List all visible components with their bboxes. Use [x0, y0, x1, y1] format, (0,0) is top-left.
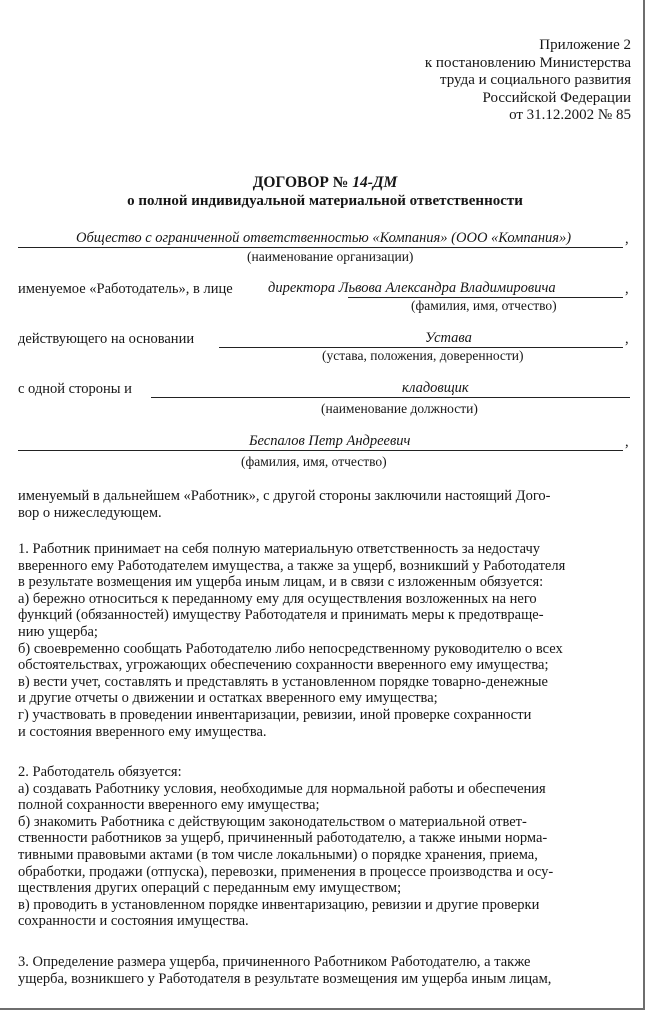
text-line: в) вести учет, составлять и представлять в установленном порядке товарно-денежные: [18, 673, 548, 690]
text-line: 3. Определение размера ущерба, причиненного Работником Работодателю, а также: [18, 954, 531, 970]
page-border-right: [643, 0, 645, 1010]
position-value: кладовщик: [402, 380, 469, 396]
position-prefix: с одной стороны и: [18, 381, 132, 397]
text-line: и другие отчеты о движении и остатках вверенного ему имущества;: [18, 690, 438, 707]
text-line: ществления других операций с переданным ему имуществом;: [18, 880, 402, 897]
organization-hint: (наименование организации): [247, 249, 414, 264]
appendix-line: к постановлению Министерства: [424, 54, 631, 71]
text-line: обработки, продажи (отпуска), перевозки, применения в процессе производства и осу-: [18, 863, 554, 880]
text-line: а) бережно относиться к переданному ему для осуществления возложенных на него: [18, 590, 537, 607]
text-line: 2. Работодатель обязуется:: [18, 764, 182, 780]
contract-title: [0, 174, 650, 192]
position-hint: (наименование должности): [321, 401, 478, 416]
text-line: вверенного ему Работодателем имущества, а также за ущерб, возникший у Работодателя: [18, 557, 566, 574]
employee-hint: (фамилия, имя, отчество): [241, 454, 387, 469]
representative-comma: ,: [625, 281, 629, 297]
text-line: полной сохранности вверенного ему имущества;: [18, 797, 320, 814]
text-line: именуемый в дальнейшем «Работник», с другой стороны заключили настоящий Дого-: [18, 488, 551, 504]
intro-paragraph: [18, 488, 630, 521]
text-line: функций (обязанностей) имуществу Работодателя и принимать меры к предотвраще-: [18, 607, 544, 624]
text-line: тивными правовыми актами (в том числе локальными) о порядке хранения, приема,: [18, 846, 538, 863]
text-line: обстоятельствах, угрожающих обеспечению сохранности вверенного ему имущества;: [18, 657, 549, 674]
basis-hint: (устава, положения, доверенности): [322, 348, 524, 363]
text-line: в) проводить в установленном порядке инвентаризацию, ревизии и другие проверки: [18, 896, 540, 913]
basis-comma: ,: [625, 331, 629, 347]
page-border-bottom: [0, 1008, 645, 1010]
organization-field: [18, 231, 632, 251]
text-line: ственности работников за ущерб, причиненный работодателю, а также иными норма-: [18, 830, 548, 847]
section-3: [18, 954, 630, 987]
text-line: сохранности и состояния имущества.: [18, 913, 249, 930]
appendix-line: от 31.12.2002 № 85: [509, 107, 631, 123]
appendix-line: труда и социального развития: [440, 72, 631, 88]
representative-value: директора Львова Александра Владимировича: [268, 280, 556, 296]
organization-value: Общество с ограниченной ответственностью «Компания» (ООО «Компания»): [76, 230, 572, 246]
text-line: б) знакомить Работника с действующим законодательством о материальной ответ-: [18, 813, 527, 830]
appendix-line: Приложение 2: [539, 37, 631, 53]
text-line: а) создавать Работнику условия, необходимые для нормальной работы и обеспечения: [18, 780, 546, 797]
text-line: нию ущерба;: [18, 623, 98, 640]
appendix-line: Российской Федерации: [482, 89, 631, 106]
basis-prefix: действующего на основании: [18, 331, 195, 347]
basis-underline: [219, 329, 623, 348]
section-2: [18, 764, 630, 930]
text-line: б) своевременно сообщать Работодателю либо непосредственному руководителю о всех: [18, 640, 563, 657]
text-line: г) участвовать в проведении инвентаризации, ревизии, иной проверке сохранности: [18, 706, 532, 723]
employee-comma: ,: [625, 434, 629, 450]
text-line: ущерба, возникшего у Работодателя в результате возмещения им ущерба иным лицам,: [18, 970, 552, 987]
employee-field: [18, 434, 632, 454]
basis-value: Устава: [425, 330, 472, 346]
position-field: [18, 381, 632, 401]
section-1: [18, 541, 630, 740]
text-line: и состояния вверенного ему имущества.: [18, 723, 267, 740]
text-line: 1. Работник принимает на себя полную материальную ответственность за недостачу: [18, 541, 541, 557]
contract-number: 14-ДМ: [352, 174, 398, 191]
representative-hint: (фамилия, имя, отчество): [411, 298, 557, 313]
organization-comma: ,: [625, 231, 629, 247]
text-line: в результате возмещения им ущерба иным лицам, и в связи с изложенным обязуется:: [18, 574, 544, 591]
employee-value: Беспалов Петр Андреевич: [249, 433, 411, 449]
contract-title-prefix: ДОГОВОР №: [252, 174, 353, 191]
contract-subtitle: о полной индивидуальной материальной ответственности: [127, 193, 523, 209]
position-underline: [151, 379, 630, 398]
appendix-header: [425, 37, 631, 125]
representative-prefix: именуемое «Работодатель», в лице: [18, 281, 233, 297]
text-line: вор о нижеследующем.: [18, 504, 162, 521]
